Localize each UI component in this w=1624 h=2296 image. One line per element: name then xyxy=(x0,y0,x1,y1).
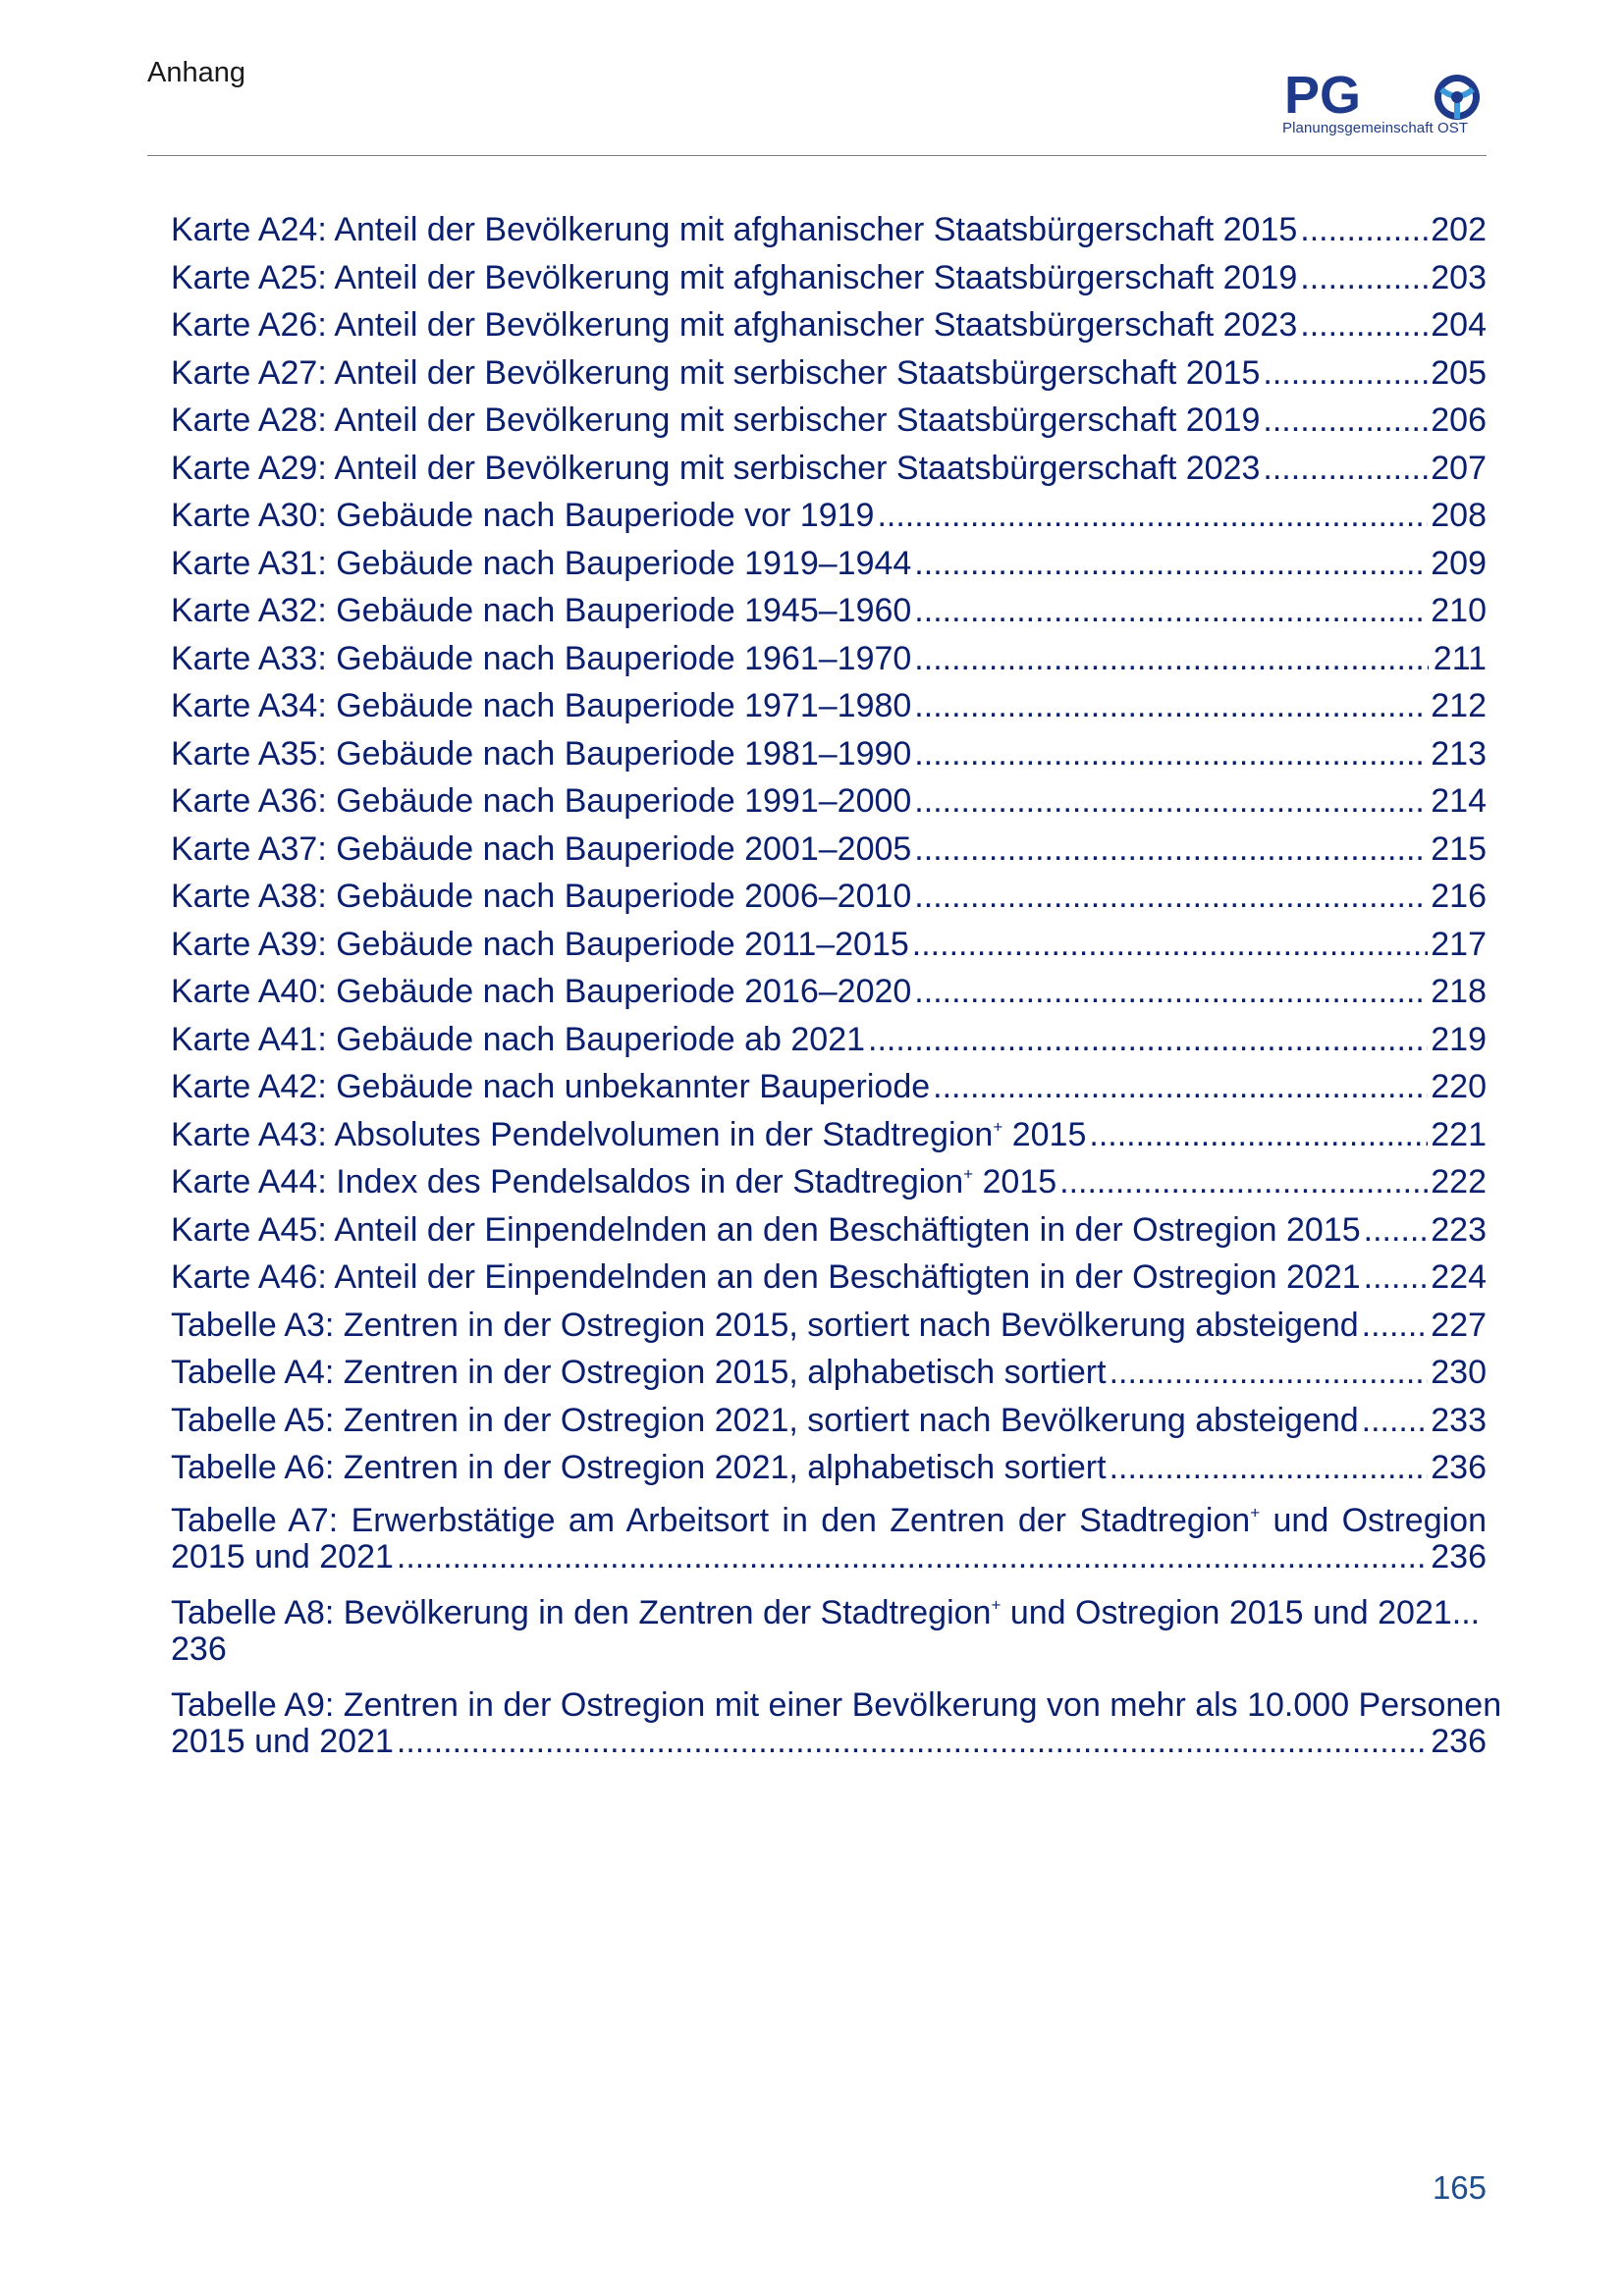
toc-leader-dots xyxy=(914,730,1428,778)
toc-entry-title: Tabelle A9: Zentren in der Ostregion mit einer Bevölkerung von mehr als 10.000 Personen xyxy=(171,1685,1502,1724)
toc-leader-dots xyxy=(397,1539,1428,1575)
toc-entry-title-cont: 2015 und 2021 xyxy=(171,1722,394,1760)
toc-leader-dots xyxy=(1362,1397,1429,1445)
toc-entry-title: Karte A32: Gebäude nach Bauperiode 1945–1960 xyxy=(171,592,912,629)
toc-leader-dots xyxy=(1089,1111,1428,1159)
toc-entry[interactable] xyxy=(171,1158,1487,1206)
toc-entry-title: Karte A33: Gebäude nach Bauperiode 1961–1970 xyxy=(171,639,912,677)
toc-entry-page: 222 xyxy=(1431,1163,1487,1201)
toc-entry[interactable] xyxy=(171,1302,1487,1350)
toc-entry-page: 209 xyxy=(1431,544,1487,582)
toc-leader-dots xyxy=(1300,254,1428,302)
toc-leader-dots xyxy=(1263,397,1428,445)
toc-entry-title: Karte A36: Gebäude nach Bauperiode 1991–2000 xyxy=(171,782,912,820)
toc-entry[interactable] xyxy=(171,730,1487,778)
toc-entry-page: 207 xyxy=(1431,449,1487,487)
toc-leader-dots xyxy=(914,587,1428,635)
toc-entry-page: 216 xyxy=(1431,878,1487,915)
toc-entry[interactable] xyxy=(171,349,1487,398)
toc-entry-page: 205 xyxy=(1431,353,1487,392)
toc-entry[interactable] xyxy=(171,445,1487,493)
toc-entry[interactable] xyxy=(171,540,1487,588)
toc-entry-title: Tabelle A4: Zentren in der Ostregion 2015, alphabetisch sortiert xyxy=(171,1354,1107,1391)
toc-entry[interactable] xyxy=(171,826,1487,874)
toc-leader-dots xyxy=(1300,301,1428,349)
logo-subtitle: Planungsgemeinschaft OST xyxy=(1282,120,1469,136)
toc-leader-dots xyxy=(914,826,1428,874)
toc-entry-page: 236 xyxy=(1431,1722,1487,1760)
toc-entry-page: 220 xyxy=(1431,1068,1487,1105)
toc-entry-page: 236 xyxy=(1431,1449,1487,1486)
toc-leader-dots xyxy=(933,1063,1428,1111)
toc-entry-page: 212 xyxy=(1431,687,1487,724)
toc-entry-title: Karte A41: Gebäude nach Bauperiode ab 2021 xyxy=(171,1020,866,1058)
toc-entry[interactable] xyxy=(171,682,1487,730)
toc-entry[interactable] xyxy=(171,1492,1487,1584)
toc-leader-dots xyxy=(914,682,1428,730)
toc-entry-title: Karte A42: Gebäude nach unbekannter Bauperiode xyxy=(171,1068,931,1105)
toc-entry-title: Karte A26: Anteil der Bevölkerung mit afghanischer Staatsbürgerschaft 2023 xyxy=(171,306,1298,344)
toc-entry-title: Karte A40: Gebäude nach Bauperiode 2016–2020 xyxy=(171,973,912,1010)
toc-entry-page: 218 xyxy=(1431,973,1487,1010)
toc-leader-dots xyxy=(912,921,1428,969)
page-number: 165 xyxy=(1432,2169,1487,2206)
toc-entry[interactable] xyxy=(171,301,1487,349)
toc-leader-dots xyxy=(914,968,1428,1016)
toc-entry[interactable] xyxy=(171,587,1487,635)
toc-entry[interactable] xyxy=(171,1206,1487,1255)
toc-leader-dots xyxy=(1364,1254,1429,1302)
toc-leader-dots xyxy=(914,873,1428,921)
toc-entry[interactable] xyxy=(171,1254,1487,1302)
toc-leader-dots xyxy=(877,492,1428,540)
toc-entry-title-cont: 2015 und 2021 xyxy=(171,1537,394,1575)
toc-entry-page: 236 xyxy=(1431,1537,1487,1575)
table-of-contents xyxy=(171,206,1502,1769)
toc-entry-title: Karte A46: Anteil der Einpendelnden an den Beschäftigten in der Ostregion 2021 xyxy=(171,1258,1361,1296)
toc-entry-title: Karte A28: Anteil der Bevölkerung mit serbischer Staatsbürgerschaft 2019 xyxy=(171,401,1261,439)
toc-entry-page: 206 xyxy=(1431,401,1487,439)
toc-entry[interactable] xyxy=(171,1063,1487,1111)
toc-entry-page: 224 xyxy=(1431,1258,1487,1296)
toc-entry-page: 204 xyxy=(1431,306,1487,344)
toc-entry[interactable] xyxy=(171,1584,1487,1677)
toc-entry-title: Karte A30: Gebäude nach Bauperiode vor 1919 xyxy=(171,497,875,534)
toc-entry-title: Karte A29: Anteil der Bevölkerung mit serbischer Staatsbürgerschaft 2023 xyxy=(171,449,1261,487)
toc-entry-title: Karte A45: Anteil der Einpendelnden an den Beschäftigten in der Ostregion 2015 xyxy=(171,1210,1361,1249)
toc-entry-page: 211 xyxy=(1433,639,1487,677)
toc-entry-title: Tabelle A7: Erwerbstätige am Arbeitsort in den Zentren der Stadtregion+ und Ostregion xyxy=(171,1501,1487,1539)
toc-entry-title: Tabelle A8: Bevölkerung in den Zentren der Stadtregion+ und Ostregion 2015 und 2021... xyxy=(171,1593,1481,1631)
toc-entry[interactable] xyxy=(171,206,1487,254)
globe-icon xyxy=(1435,75,1480,120)
header-divider xyxy=(147,155,1487,156)
toc-entry[interactable] xyxy=(171,1444,1487,1492)
toc-entry-title-cont: 236 xyxy=(171,1629,227,1668)
toc-leader-dots xyxy=(1300,206,1428,254)
toc-entry-page: 233 xyxy=(1431,1401,1487,1439)
toc-entry-page: 227 xyxy=(1431,1306,1487,1344)
toc-leader-dots xyxy=(1110,1444,1429,1492)
toc-entry[interactable] xyxy=(171,1016,1487,1064)
toc-entry-title: Tabelle A6: Zentren in der Ostregion 2021, alphabetisch sortiert xyxy=(171,1449,1107,1486)
toc-entry[interactable] xyxy=(171,492,1487,540)
toc-leader-dots xyxy=(868,1016,1428,1064)
toc-entry-title: Karte A25: Anteil der Bevölkerung mit afghanischer Staatsbürgerschaft 2019 xyxy=(171,258,1298,296)
toc-entry-title: Karte A39: Gebäude nach Bauperiode 2011–2015 xyxy=(171,925,909,963)
toc-leader-dots xyxy=(914,635,1429,683)
toc-entry[interactable] xyxy=(171,1349,1487,1397)
toc-entry[interactable] xyxy=(171,777,1487,826)
toc-entry-page: 221 xyxy=(1431,1115,1487,1153)
toc-entry[interactable] xyxy=(171,397,1487,445)
toc-entry[interactable] xyxy=(171,921,1487,969)
toc-entry[interactable] xyxy=(171,635,1487,683)
toc-entry-page: 202 xyxy=(1431,211,1487,248)
toc-entry-title: Karte A37: Gebäude nach Bauperiode 2001–2005 xyxy=(171,829,912,868)
toc-entry-page: 223 xyxy=(1431,1210,1487,1249)
toc-entry-title: Karte A31: Gebäude nach Bauperiode 1919–1944 xyxy=(171,544,912,582)
toc-entry[interactable] xyxy=(171,1111,1487,1159)
toc-leader-dots xyxy=(1059,1158,1428,1206)
toc-entry-page: 214 xyxy=(1431,782,1487,820)
toc-entry-title: Karte A38: Gebäude nach Bauperiode 2006–2010 xyxy=(171,878,912,915)
toc-entry-page: 215 xyxy=(1431,829,1487,868)
toc-leader-dots xyxy=(1364,1206,1429,1255)
toc-entry[interactable] xyxy=(171,873,1487,921)
toc-entry[interactable] xyxy=(171,968,1487,1016)
running-header: Anhang xyxy=(147,57,245,88)
toc-entry-title: Tabelle A3: Zentren in der Ostregion 2015, sortiert nach Bevölkerung absteigend xyxy=(171,1306,1359,1344)
logo-letters: PG xyxy=(1284,66,1362,125)
toc-entry-page: 217 xyxy=(1431,925,1487,963)
toc-leader-dots xyxy=(1263,349,1428,398)
toc-leader-dots xyxy=(914,777,1428,826)
toc-entry[interactable] xyxy=(171,1677,1502,1769)
toc-entry-title: Karte A24: Anteil der Bevölkerung mit afghanischer Staatsbürgerschaft 2015 xyxy=(171,211,1298,248)
toc-entry-title: Karte A44: Index des Pendelsaldos in der Stadtregion+ 2015 xyxy=(171,1163,1057,1201)
toc-entry-page: 213 xyxy=(1431,734,1487,773)
toc-entry-page: 219 xyxy=(1431,1020,1487,1058)
toc-entry-title: Karte A27: Anteil der Bevölkerung mit serbischer Staatsbürgerschaft 2015 xyxy=(171,353,1261,392)
toc-entry[interactable] xyxy=(171,1397,1487,1445)
toc-entry-title: Tabelle A5: Zentren in der Ostregion 2021, sortiert nach Bevölkerung absteigend xyxy=(171,1401,1359,1439)
toc-entry-page: 208 xyxy=(1431,497,1487,534)
toc-entry-page: 210 xyxy=(1431,592,1487,629)
toc-entry[interactable] xyxy=(171,254,1487,302)
toc-entry-title: Karte A35: Gebäude nach Bauperiode 1981–1990 xyxy=(171,734,912,773)
toc-entry-title: Karte A34: Gebäude nach Bauperiode 1971–1980 xyxy=(171,687,912,724)
toc-leader-dots xyxy=(397,1724,1428,1760)
toc-leader-dots xyxy=(1362,1302,1429,1350)
toc-leader-dots xyxy=(1263,445,1428,493)
toc-entry-title: Karte A43: Absolutes Pendelvolumen in der Stadtregion+ 2015 xyxy=(171,1115,1087,1153)
toc-entry-page: 230 xyxy=(1431,1354,1487,1391)
toc-entry-page: 203 xyxy=(1431,258,1487,296)
toc-leader-dots xyxy=(914,540,1428,588)
toc-leader-dots xyxy=(1110,1349,1429,1397)
